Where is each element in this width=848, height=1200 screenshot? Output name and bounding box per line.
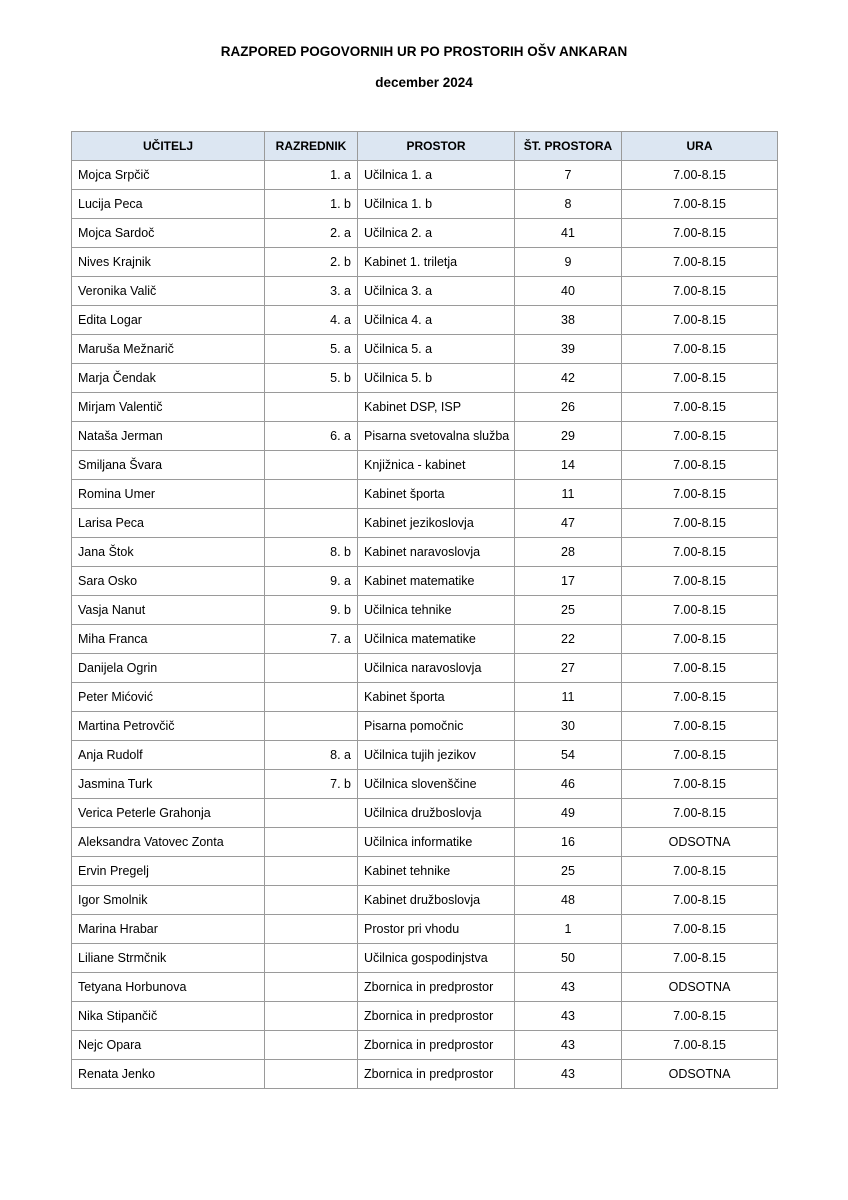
cell-room: Učilnica tujih jezikov [358, 741, 515, 770]
cell-room: Kabinet 1. triletja [358, 248, 515, 277]
cell-teacher: Nataša Jerman [72, 422, 265, 451]
cell-class-teacher: 8. b [265, 538, 358, 567]
cell-class-teacher [265, 973, 358, 1002]
cell-time: ODSOTNA [622, 828, 778, 857]
cell-time: 7.00-8.15 [622, 509, 778, 538]
cell-class-teacher: 4. a [265, 306, 358, 335]
cell-room: Učilnica slovenščine [358, 770, 515, 799]
cell-teacher: Veronika Valič [72, 277, 265, 306]
cell-teacher: Larisa Peca [72, 509, 265, 538]
cell-room-number: 26 [515, 393, 622, 422]
cell-class-teacher: 5. b [265, 364, 358, 393]
table-row [72, 509, 778, 538]
cell-teacher: Vasja Nanut [72, 596, 265, 625]
cell-room-number: 14 [515, 451, 622, 480]
table-row [72, 306, 778, 335]
cell-teacher: Miha Franca [72, 625, 265, 654]
cell-time: 7.00-8.15 [622, 944, 778, 973]
cell-time: 7.00-8.15 [622, 857, 778, 886]
cell-time: 7.00-8.15 [622, 1031, 778, 1060]
table-row [72, 451, 778, 480]
cell-teacher: Mojca Sardoč [72, 219, 265, 248]
cell-time: 7.00-8.15 [622, 538, 778, 567]
cell-room-number: 7 [515, 161, 622, 190]
cell-room: Pisarna pomočnic [358, 712, 515, 741]
cell-room-number: 22 [515, 625, 622, 654]
cell-room-number: 9 [515, 248, 622, 277]
cell-teacher: Jasmina Turk [72, 770, 265, 799]
table-row [72, 364, 778, 393]
table-row [72, 799, 778, 828]
cell-room: Zbornica in predprostor [358, 1031, 515, 1060]
cell-room: Učilnica 3. a [358, 277, 515, 306]
cell-room: Kabinet matematike [358, 567, 515, 596]
cell-teacher: Igor Smolnik [72, 886, 265, 915]
cell-time: 7.00-8.15 [622, 451, 778, 480]
cell-teacher: Nejc Opara [72, 1031, 265, 1060]
cell-teacher: Nika Stipančič [72, 1002, 265, 1031]
cell-room-number: 1 [515, 915, 622, 944]
table-row [72, 683, 778, 712]
cell-room-number: 39 [515, 335, 622, 364]
header-time: URA [622, 132, 778, 161]
cell-room-number: 11 [515, 480, 622, 509]
table-row [72, 190, 778, 219]
cell-room: Kabinet športa [358, 683, 515, 712]
cell-class-teacher [265, 857, 358, 886]
cell-room-number: 43 [515, 973, 622, 1002]
cell-room: Učilnica matematike [358, 625, 515, 654]
cell-time: 7.00-8.15 [622, 161, 778, 190]
cell-time: ODSOTNA [622, 973, 778, 1002]
table-row [72, 480, 778, 509]
table-row [72, 538, 778, 567]
table-row [72, 828, 778, 857]
cell-room: Prostor pri vhodu [358, 915, 515, 944]
cell-room-number: 25 [515, 596, 622, 625]
cell-class-teacher: 7. b [265, 770, 358, 799]
cell-teacher: Marina Hrabar [72, 915, 265, 944]
cell-class-teacher: 8. a [265, 741, 358, 770]
cell-room-number: 43 [515, 1031, 622, 1060]
cell-teacher: Peter Mićović [72, 683, 265, 712]
cell-teacher: Verica Peterle Grahonja [72, 799, 265, 828]
header-room: PROSTOR [358, 132, 515, 161]
cell-time: 7.00-8.15 [622, 480, 778, 509]
table-row [72, 1060, 778, 1089]
table-row [72, 161, 778, 190]
cell-class-teacher [265, 915, 358, 944]
cell-room-number: 25 [515, 857, 622, 886]
cell-room: Pisarna svetovalna služba [358, 422, 515, 451]
cell-teacher: Mojca Srpčič [72, 161, 265, 190]
table-row [72, 944, 778, 973]
cell-class-teacher: 7. a [265, 625, 358, 654]
cell-class-teacher: 1. b [265, 190, 358, 219]
cell-class-teacher [265, 480, 358, 509]
table-row [72, 248, 778, 277]
cell-class-teacher [265, 1031, 358, 1060]
cell-class-teacher: 6. a [265, 422, 358, 451]
table-header-row [72, 132, 778, 161]
cell-teacher: Anja Rudolf [72, 741, 265, 770]
cell-time: 7.00-8.15 [622, 335, 778, 364]
cell-teacher: Sara Osko [72, 567, 265, 596]
cell-room: Kabinet jezikoslovja [358, 509, 515, 538]
cell-room: Kabinet družboslovja [358, 886, 515, 915]
cell-class-teacher [265, 712, 358, 741]
cell-room: Kabinet športa [358, 480, 515, 509]
cell-room: Kabinet tehnike [358, 857, 515, 886]
table-row [72, 567, 778, 596]
table-row [72, 741, 778, 770]
cell-teacher: Lucija Peca [72, 190, 265, 219]
table-body [72, 161, 778, 1089]
cell-room: Učilnica družboslovja [358, 799, 515, 828]
cell-room: Učilnica gospodinjstva [358, 944, 515, 973]
cell-time: 7.00-8.15 [622, 741, 778, 770]
cell-time: 7.00-8.15 [622, 190, 778, 219]
cell-time: 7.00-8.15 [622, 683, 778, 712]
table-row [72, 654, 778, 683]
table-row [72, 596, 778, 625]
table-row [72, 1002, 778, 1031]
cell-time: 7.00-8.15 [622, 770, 778, 799]
cell-time: ODSOTNA [622, 1060, 778, 1089]
cell-room: Zbornica in predprostor [358, 1060, 515, 1089]
table-row [72, 886, 778, 915]
cell-teacher: Aleksandra Vatovec Zonta [72, 828, 265, 857]
cell-room: Kabinet DSP, ISP [358, 393, 515, 422]
cell-time: 7.00-8.15 [622, 422, 778, 451]
cell-room-number: 46 [515, 770, 622, 799]
cell-teacher: Marja Čendak [72, 364, 265, 393]
cell-teacher: Jana Štok [72, 538, 265, 567]
cell-class-teacher: 9. b [265, 596, 358, 625]
cell-room-number: 42 [515, 364, 622, 393]
cell-teacher: Nives Krajnik [72, 248, 265, 277]
cell-room: Učilnica 5. a [358, 335, 515, 364]
cell-time: 7.00-8.15 [622, 654, 778, 683]
cell-teacher: Edita Logar [72, 306, 265, 335]
cell-room-number: 38 [515, 306, 622, 335]
cell-room-number: 54 [515, 741, 622, 770]
cell-class-teacher: 3. a [265, 277, 358, 306]
header-teacher: UČITELJ [72, 132, 265, 161]
cell-room-number: 49 [515, 799, 622, 828]
cell-room: Kabinet naravoslovja [358, 538, 515, 567]
cell-room-number: 47 [515, 509, 622, 538]
cell-room-number: 43 [515, 1002, 622, 1031]
cell-room-number: 27 [515, 654, 622, 683]
cell-class-teacher: 5. a [265, 335, 358, 364]
cell-time: 7.00-8.15 [622, 248, 778, 277]
document-subtitle: december 2024 [375, 75, 473, 90]
cell-room-number: 11 [515, 683, 622, 712]
cell-time: 7.00-8.15 [622, 625, 778, 654]
cell-room-number: 29 [515, 422, 622, 451]
cell-room: Učilnica 4. a [358, 306, 515, 335]
cell-class-teacher: 2. a [265, 219, 358, 248]
table-row [72, 422, 778, 451]
table-row [72, 973, 778, 1002]
cell-room: Zbornica in predprostor [358, 1002, 515, 1031]
cell-teacher: Smiljana Švara [72, 451, 265, 480]
cell-room: Učilnica naravoslovja [358, 654, 515, 683]
cell-room: Učilnica tehnike [358, 596, 515, 625]
cell-room-number: 40 [515, 277, 622, 306]
cell-class-teacher: 2. b [265, 248, 358, 277]
cell-room: Učilnica 1. b [358, 190, 515, 219]
table-row [72, 219, 778, 248]
cell-time: 7.00-8.15 [622, 277, 778, 306]
cell-time: 7.00-8.15 [622, 799, 778, 828]
cell-room-number: 48 [515, 886, 622, 915]
cell-class-teacher: 1. a [265, 161, 358, 190]
cell-teacher: Renata Jenko [72, 1060, 265, 1089]
cell-time: 7.00-8.15 [622, 364, 778, 393]
cell-room-number: 8 [515, 190, 622, 219]
cell-room-number: 41 [515, 219, 622, 248]
cell-class-teacher [265, 886, 358, 915]
cell-teacher: Maruša Mežnarič [72, 335, 265, 364]
cell-teacher: Martina Petrovčič [72, 712, 265, 741]
cell-class-teacher [265, 654, 358, 683]
cell-time: 7.00-8.15 [622, 596, 778, 625]
cell-teacher: Tetyana Horbunova [72, 973, 265, 1002]
header-room-number: ŠT. PROSTORA [515, 132, 622, 161]
cell-time: 7.00-8.15 [622, 712, 778, 741]
cell-time: 7.00-8.15 [622, 567, 778, 596]
cell-class-teacher [265, 828, 358, 857]
cell-class-teacher [265, 799, 358, 828]
cell-room: Učilnica 5. b [358, 364, 515, 393]
cell-class-teacher [265, 1060, 358, 1089]
cell-teacher: Danijela Ogrin [72, 654, 265, 683]
cell-class-teacher [265, 1002, 358, 1031]
table-row [72, 1031, 778, 1060]
cell-class-teacher [265, 944, 358, 973]
cell-class-teacher [265, 451, 358, 480]
header-class-teacher: RAZREDNIK [265, 132, 358, 161]
schedule-table [71, 131, 778, 1089]
cell-room-number: 28 [515, 538, 622, 567]
cell-class-teacher [265, 683, 358, 712]
cell-class-teacher [265, 509, 358, 538]
cell-teacher: Romina Umer [72, 480, 265, 509]
cell-time: 7.00-8.15 [622, 1002, 778, 1031]
table-row [72, 625, 778, 654]
cell-room: Učilnica informatike [358, 828, 515, 857]
cell-teacher: Mirjam Valentič [72, 393, 265, 422]
cell-room-number: 16 [515, 828, 622, 857]
cell-room: Knjižnica - kabinet [358, 451, 515, 480]
cell-time: 7.00-8.15 [622, 306, 778, 335]
cell-class-teacher [265, 393, 358, 422]
cell-room: Zbornica in predprostor [358, 973, 515, 1002]
cell-room-number: 30 [515, 712, 622, 741]
cell-time: 7.00-8.15 [622, 219, 778, 248]
cell-room-number: 17 [515, 567, 622, 596]
cell-room: Učilnica 2. a [358, 219, 515, 248]
cell-room: Učilnica 1. a [358, 161, 515, 190]
document-title: RAZPORED POGOVORNIH UR PO PROSTORIH OŠV ANKARAN [220, 44, 628, 59]
cell-time: 7.00-8.15 [622, 393, 778, 422]
cell-room-number: 50 [515, 944, 622, 973]
table-row [72, 277, 778, 306]
table-row [72, 770, 778, 799]
cell-teacher: Ervin Pregelj [72, 857, 265, 886]
cell-class-teacher: 9. a [265, 567, 358, 596]
table-row [72, 335, 778, 364]
table-row [72, 915, 778, 944]
cell-time: 7.00-8.15 [622, 886, 778, 915]
cell-teacher: Liliane Strmčnik [72, 944, 265, 973]
table-row [72, 712, 778, 741]
cell-time: 7.00-8.15 [622, 915, 778, 944]
table-row [72, 393, 778, 422]
cell-room-number: 43 [515, 1060, 622, 1089]
table-row [72, 857, 778, 886]
